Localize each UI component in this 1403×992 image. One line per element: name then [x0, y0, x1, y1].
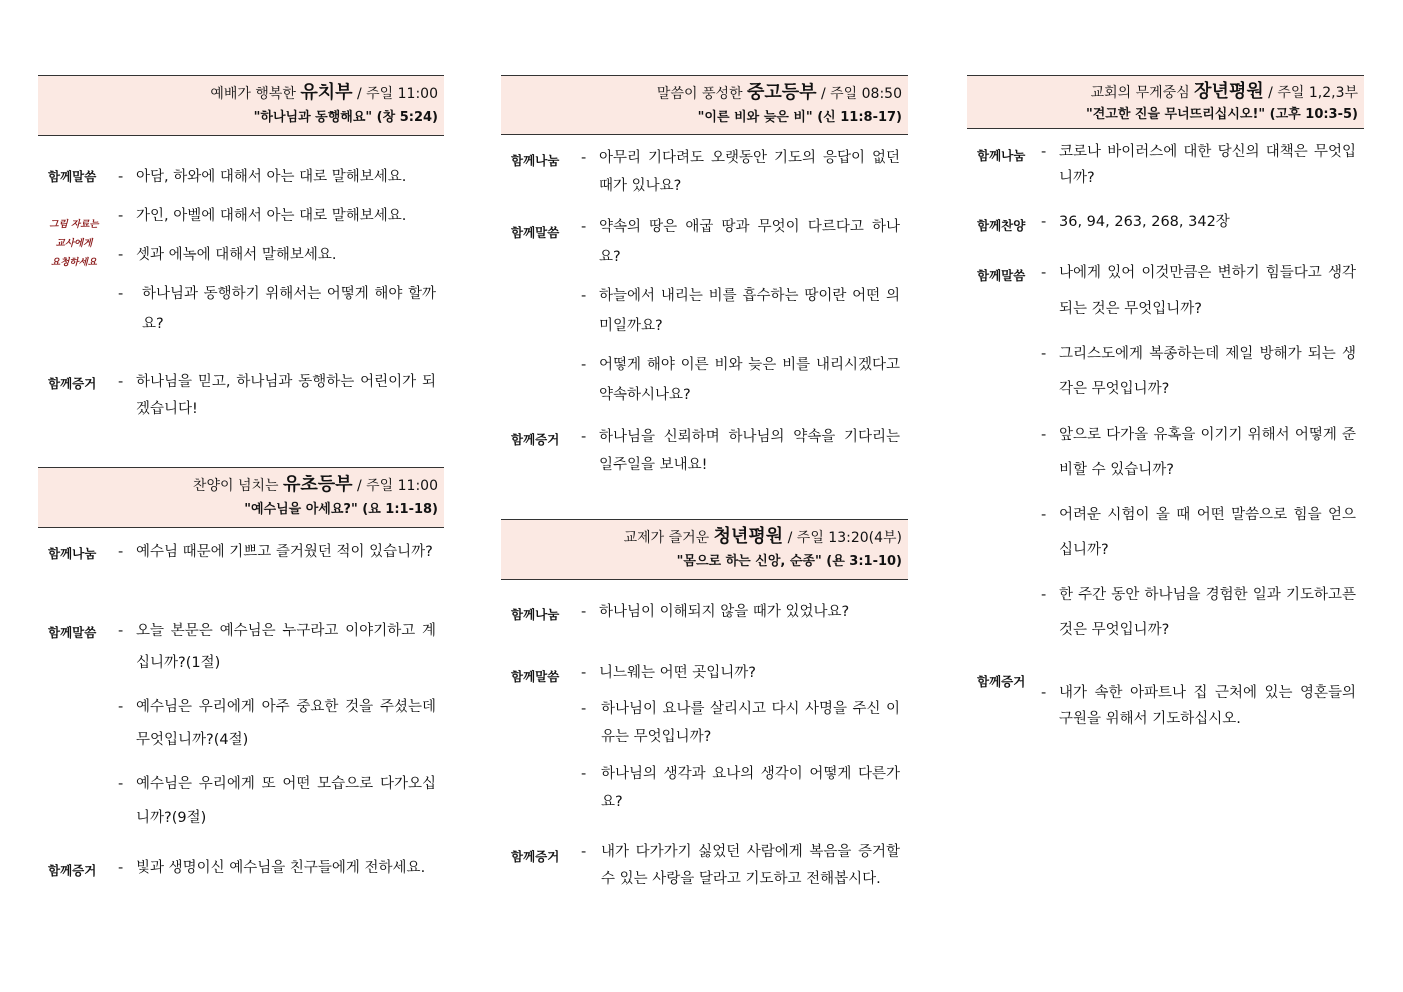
question-item: - 빛과 생명이신 예수님을 친구들에게 전하세요. — [118, 855, 436, 882]
question-text: 셋과 에녹에 대해서 말해보세요. — [136, 247, 337, 263]
question-text: 하나님의 생각과 요나의 생각이 어떻게 다른가요? — [601, 766, 900, 810]
question-item: - 나에게 있어 이것만큼은 변하기 힘들다고 생각되는 것은 무엇입니까? — [1041, 255, 1356, 327]
question-item: - 예수님 때문에 기쁘고 즐거웠던 적이 있습니까? — [118, 538, 436, 567]
question-text: 그리스도에게 복종하는데 제일 방해가 되는 생각은 무엇입니까? — [1059, 346, 1356, 397]
question-item: - 니느웨는 어떤 곳입니까? — [581, 659, 900, 687]
question-item: - 앞으로 다가올 유혹을 이기기 위해서 어떻게 준비할 수 있습니까? — [1041, 418, 1356, 488]
question-item: - 내가 다가가기 싫었던 사람에게 복음을 증거할 수 있는 사랑을 달라고 기도하고 전해봅시다. — [581, 839, 900, 893]
section-header-adults — [967, 75, 1364, 129]
question-item: - 그리스도에게 복종하는데 제일 방해가 되는 생각은 무엇입니까? — [1041, 337, 1356, 407]
sermon-verse: "몸으로 하는 신앙, 순종" (욘 3:1-10) — [676, 554, 902, 569]
question-item: - 내가 속한 아파트나 집 근처에 있는 영혼들의 구원을 위해서 기도하십시오. — [1041, 680, 1356, 732]
question-text: 하나님과 동행하기 위해서는 어떻게 해야 할까요? — [142, 286, 436, 332]
question-item: - 예수님은 우리에게 아주 중요한 것을 주셨는데 무엇입니까?(4절) — [118, 691, 436, 757]
label-testimony: 함께증거 — [48, 376, 97, 391]
dept-prefix: 교제가 즐거운 — [623, 530, 714, 546]
question-text: 하나님을 신뢰하며 하나님의 약속을 기다리는 일주일을 보내요! — [599, 429, 900, 473]
label-word: 함께말씀 — [511, 225, 560, 240]
section-header-youth — [501, 75, 908, 135]
question-text: 약속의 땅은 애굽 땅과 무엇이 다르다고 하나요? — [599, 219, 900, 265]
question-item: - 어떻게 해야 이른 비와 늦은 비를 내리시겠다고 약속하시나요? — [581, 350, 900, 410]
note-line: 그림 자료는 — [49, 219, 99, 230]
header-title-line — [973, 79, 1358, 106]
question-item: - 약속의 땅은 애굽 땅과 무엇이 다르다고 하나요? — [581, 212, 900, 272]
question-text: 앞으로 다가올 유혹을 이기기 위해서 어떻게 준비할 수 있습니까? — [1059, 427, 1356, 478]
question-item: - 아담, 하와에 대해서 아는 대로 말해보세요. — [118, 163, 436, 191]
question-item: - 하나님을 믿고, 하나님과 동행하는 어린이가 되겠습니다! — [118, 369, 436, 423]
label-word: 함께말씀 — [48, 169, 97, 184]
sermon-verse: "이른 비와 늦은 비" (신 11:8-17) — [697, 110, 902, 125]
question-item: - 하나님의 생각과 요나의 생각이 어떻게 다른가요? — [581, 760, 900, 816]
label-share: 함께나눔 — [977, 148, 1026, 163]
question-text: 예수님은 우리에게 아주 중요한 것을 주셨는데 무엇입니까?(4절) — [136, 699, 436, 748]
section-header-kindergarten — [38, 75, 444, 136]
question-item: - 하늘에서 내리는 비를 흡수하는 땅이란 어떤 의미일까요? — [581, 281, 900, 341]
question-text: 하나님이 요나를 살리시고 다시 사명을 주신 이유는 무엇입니까? — [601, 701, 900, 745]
question-text: 하나님이 이해되지 않을 때가 있었나요? — [599, 604, 850, 620]
question-text: 코로나 바이러스에 대한 당신의 대책은 무엇입니까? — [1059, 144, 1356, 186]
question-text: 아담, 하와에 대해서 아는 대로 말해보세요. — [136, 169, 407, 185]
question-item: - 하나님이 이해되지 않을 때가 있었나요? — [581, 598, 900, 626]
question-item: - 하나님이 요나를 살리시고 다시 사명을 주신 이유는 무엇입니까? — [581, 695, 900, 751]
dept-name: 유초등부 — [282, 474, 353, 495]
question-item: - 코로나 바이러스에 대한 당신의 대책은 무엇입니까? — [1041, 139, 1356, 191]
question-text: 나에게 있어 이것만큼은 변하기 힘들다고 생각되는 것은 무엇입니까? — [1059, 265, 1356, 317]
question-item: - 하나님을 신뢰하며 하나님의 약속을 기다리는 일주일을 보내요! — [581, 423, 900, 479]
dept-name: 중고등부 — [746, 82, 817, 103]
label-word: 함께말씀 — [511, 669, 560, 684]
section-header-young-adults — [501, 519, 908, 580]
question-text: 예수님은 우리에게 또 어떤 모습으로 다가오십니까?(9절) — [136, 776, 436, 826]
question-item: - 셋과 에녹에 대해서 말해보세요. — [118, 241, 436, 269]
question-text: 한 주간 동안 하나님을 경험한 일과 기도하고픈 것은 무엇입니까? — [1059, 587, 1356, 638]
dept-name: 유치부 — [300, 82, 353, 103]
label-testimony: 함께증거 — [511, 849, 560, 864]
question-text: 아무리 기다려도 오랫동안 기도의 응답이 없던 때가 있나요? — [599, 150, 900, 194]
label-word: 함께말씀 — [48, 625, 97, 640]
column-1 — [38, 75, 444, 925]
question-item: - 오늘 본문은 예수님은 누구라고 이야기하고 계십니까?(1절) — [118, 615, 436, 679]
label-share: 함께나눔 — [511, 153, 560, 168]
question-item: - 어려운 시험이 올 때 어떤 말씀으로 힘을 얻으십니까? — [1041, 498, 1356, 568]
question-item: - 하나님과 동행하기 위해서는 어떻게 해야 할까요? — [118, 279, 436, 339]
label-share: 함께나눔 — [48, 546, 97, 561]
column-2 — [501, 75, 908, 935]
question-text: 니느웨는 어떤 곳입니까? — [599, 665, 756, 681]
question-text: 빛과 생명이신 예수님을 친구들에게 전하세요. — [136, 860, 426, 876]
sermon-verse: "견고한 진을 무너뜨리십시오!" (고후 10:3-5) — [1085, 107, 1358, 122]
label-share: 함께나눔 — [511, 607, 560, 622]
question-text: 하늘에서 내리는 비를 흡수하는 땅이란 어떤 의미일까요? — [599, 288, 900, 334]
question-item: - 36, 94, 263, 268, 342장 — [1041, 209, 1356, 235]
sermon-verse: "하나님과 동행해요" (창 5:24) — [253, 110, 438, 125]
dept-name: 청년평원 — [713, 526, 784, 547]
header-title-line — [507, 523, 902, 552]
service-time: / 주일 08:50 — [816, 86, 902, 102]
service-time: / 주일 11:00 — [352, 478, 438, 494]
service-time: / 주일 1,2,3부 — [1263, 85, 1358, 101]
header-title-line — [44, 79, 438, 108]
question-text: 예수님 때문에 기쁘고 즐거웠던 적이 있습니까? — [136, 544, 433, 560]
question-text: 내가 속한 아파트나 집 근처에 있는 영혼들의 구원을 위해서 기도하십시오. — [1059, 685, 1356, 727]
teacher-note — [44, 215, 104, 272]
note-line: 교사에게 — [55, 238, 93, 249]
question-text: 어떻게 해야 이른 비와 늦은 비를 내리시겠다고 약속하시나요? — [599, 357, 900, 403]
dept-prefix: 말씀이 풍성한 — [656, 86, 747, 102]
label-testimony: 함께증거 — [977, 674, 1026, 689]
question-item: - 아무리 기다려도 오랫동안 기도의 응답이 없던 때가 있나요? — [581, 144, 900, 200]
sermon-verse: "예수님을 아세요?" (요 1:1-18) — [244, 502, 438, 517]
header-title-line — [507, 79, 902, 108]
service-time: / 주일 13:20(4부) — [783, 530, 902, 546]
label-testimony: 함께증거 — [511, 432, 560, 447]
question-item: - 가인, 아벨에 대해서 아는 대로 말해보세요. — [118, 202, 436, 230]
service-time: / 주일 11:00 — [352, 86, 438, 102]
question-item: - 예수님은 우리에게 또 어떤 모습으로 다가오십니까?(9절) — [118, 767, 436, 835]
label-testimony: 함께증거 — [48, 863, 97, 878]
question-text: 어려운 시험이 올 때 어떤 말씀으로 힘을 얻으십니까? — [1059, 507, 1356, 558]
question-text: 36, 94, 263, 268, 342장 — [1059, 214, 1230, 230]
question-text: 내가 다가가기 싫었던 사람에게 복음을 증거할 수 있는 사랑을 달라고 기도하고 전해봅시다. — [601, 844, 900, 887]
question-item: - 한 주간 동안 하나님을 경험한 일과 기도하고픈 것은 무엇입니까? — [1041, 578, 1356, 648]
dept-prefix: 교회의 무게중심 — [1090, 85, 1195, 101]
column-3 — [967, 75, 1364, 775]
question-text: 오늘 본문은 예수님은 누구라고 이야기하고 계십니까?(1절) — [136, 623, 436, 671]
dept-prefix: 예배가 행복한 — [210, 86, 301, 102]
note-line: 요청하세요 — [51, 257, 97, 268]
question-text: 가인, 아벨에 대해서 아는 대로 말해보세요. — [136, 208, 407, 224]
label-praise: 함께찬양 — [977, 218, 1026, 233]
dept-prefix: 찬양이 넘치는 — [192, 478, 283, 494]
question-text: 하나님을 믿고, 하나님과 동행하는 어린이가 되겠습니다! — [136, 374, 436, 417]
section-header-elementary — [38, 467, 444, 528]
label-word: 함께말씀 — [977, 268, 1026, 283]
dept-name: 장년평원 — [1194, 81, 1264, 102]
header-title-line — [44, 471, 438, 500]
